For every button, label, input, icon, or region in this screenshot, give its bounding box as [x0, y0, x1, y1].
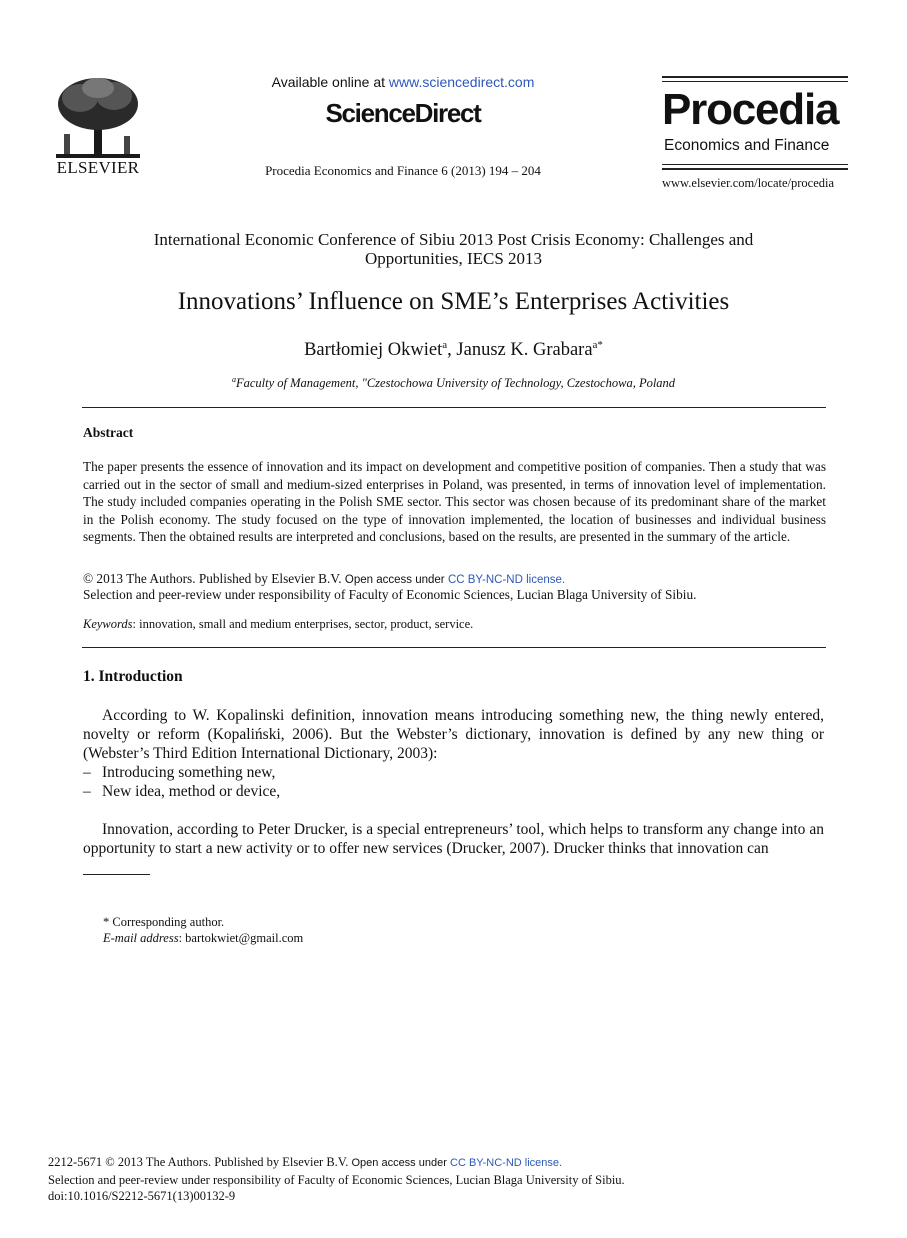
- sciencedirect-logo: ScienceDirect: [325, 98, 481, 128]
- footnote-email: [103, 931, 303, 946]
- footnote-rule: [83, 874, 150, 875]
- journal-citation: Procedia Economics and Finance 6 (2013) 194 – 204: [265, 163, 541, 178]
- section-heading-introduction: 1. Introduction: [83, 668, 183, 685]
- publisher-logo-text: ELSEVIER: [56, 158, 140, 177]
- procedia-rule-top: [662, 76, 848, 78]
- footer-copyright-line: [48, 1154, 848, 1172]
- email-label: E-mail address: [103, 931, 179, 945]
- footer-doi[interactable]: doi:10.1016/S2212-5671(13)00132-9: [48, 1189, 236, 1203]
- bullet-item: [83, 763, 824, 782]
- footer-open-access-label: Open access under: [351, 1157, 447, 1169]
- affiliation: [60, 375, 847, 391]
- author-list: [60, 339, 847, 361]
- author-separator: ,: [447, 340, 457, 361]
- keywords: [83, 616, 826, 632]
- peer-review-note: Selection and peer-review under responsibility of Faculty of Economic Sciences, Lucian Blaga University of Sibiu.: [83, 587, 697, 602]
- footer-peer-review: Selection and peer-review under responsibility of Faculty of Economic Sciences, Lucian Blaga University of Sibiu.: [48, 1172, 625, 1187]
- affiliation-text: Faculty of Management, "Czestochowa University of Technology, Czestochowa, Poland: [235, 376, 676, 391]
- abstract-heading: Abstract: [83, 425, 134, 440]
- bullet-marker: –: [83, 764, 91, 781]
- available-online-label: Available online at: [271, 74, 385, 90]
- license-link[interactable]: CC BY-NC-ND license.: [447, 574, 566, 586]
- intro-paragraph-2: Innovation, according to Peter Drucker, is a special entrepreneurs’ tool, which helps to transform any change into an opportunity to start a new activity or to offer new services (Drucker, 2007). Drucker thinks that innovation can: [83, 821, 824, 857]
- keywords-label: Keywords: [83, 617, 133, 631]
- bullet-text: Introducing something new,: [102, 764, 276, 781]
- author-name: Bartłomiej Okwiet: [304, 340, 443, 361]
- rule-below-abstract: [82, 647, 826, 648]
- paper-title: Innovations’ Influence on SME’s Enterprises Activities: [177, 288, 730, 315]
- bullet-text: New idea, method or device,: [102, 783, 281, 800]
- bullet-item: [83, 782, 824, 801]
- rule-above-abstract: [82, 407, 826, 408]
- abstract-body: The paper presents the essence of innovation and its impact on development and competitive position of companies. Then a study that was carried out in the sector of small and medium-sized enterprises in Poland, was presented, in terms of innovation level of implementation. The study included companies operating in the Polish SME sector. This sector was chosen because of its predominant share of the market in the Polish economy. The study focused on the type of innovation implemented, the location of businesses and individual business segments. Then the obtained results are interpreted and conclusions, based on the results, are presented in the summary of the article.: [83, 459, 826, 545]
- email-address[interactable]: : bartokwiet@gmail.com: [178, 931, 304, 945]
- open-access-label: Open access under: [344, 574, 445, 586]
- footer-issn-copyright: 2212-5671 © 2013 The Authors. Published by Elsevier B.V.: [48, 1155, 349, 1169]
- affiliation-mark: a: [231, 375, 236, 384]
- page-footer: [48, 1154, 848, 1205]
- procedia-subtitle: Economics and Finance: [664, 137, 830, 154]
- procedia-logo: Procedia: [662, 85, 839, 134]
- journal-url-link[interactable]: www.elsevier.com/locate/procedia: [662, 176, 835, 190]
- intro-paragraph-1: According to W. Kopalinski definition, innovation means introducing something new, the thing newly entered, novelty or reform (Kopaliński, 2006). But the Webster’s dictionary, innovation is defined by any new thing or (Webster’s Third Edition International Dictionary, 2003):: [83, 707, 824, 762]
- copyright-text: © 2013 The Authors. Published by Elsevier B.V.: [83, 571, 342, 586]
- procedia-rule-bottom: [662, 168, 848, 170]
- footnote-corresponding: * Corresponding author.: [103, 915, 225, 929]
- bullet-marker: –: [83, 783, 91, 800]
- footer-license-link[interactable]: CC BY-NC-ND license.: [450, 1157, 563, 1169]
- sciencedirect-link[interactable]: www.sciencedirect.com: [388, 74, 535, 90]
- author-name: Janusz K. Grabara: [456, 340, 593, 361]
- author-affil-mark: a: [442, 339, 448, 351]
- author-affil-mark: a*: [592, 339, 603, 351]
- conference-name: International Economic Conference of Sibiu 2013 Post Crisis Economy: Challenges and Opportunities, IECS 2013: [153, 230, 754, 268]
- procedia-rule-bottom-thin: [662, 164, 848, 165]
- procedia-rule-top-thin: [662, 81, 848, 82]
- available-online: [200, 74, 606, 90]
- keywords-list: : innovation, small and medium enterprises, sector, product, service.: [132, 617, 474, 631]
